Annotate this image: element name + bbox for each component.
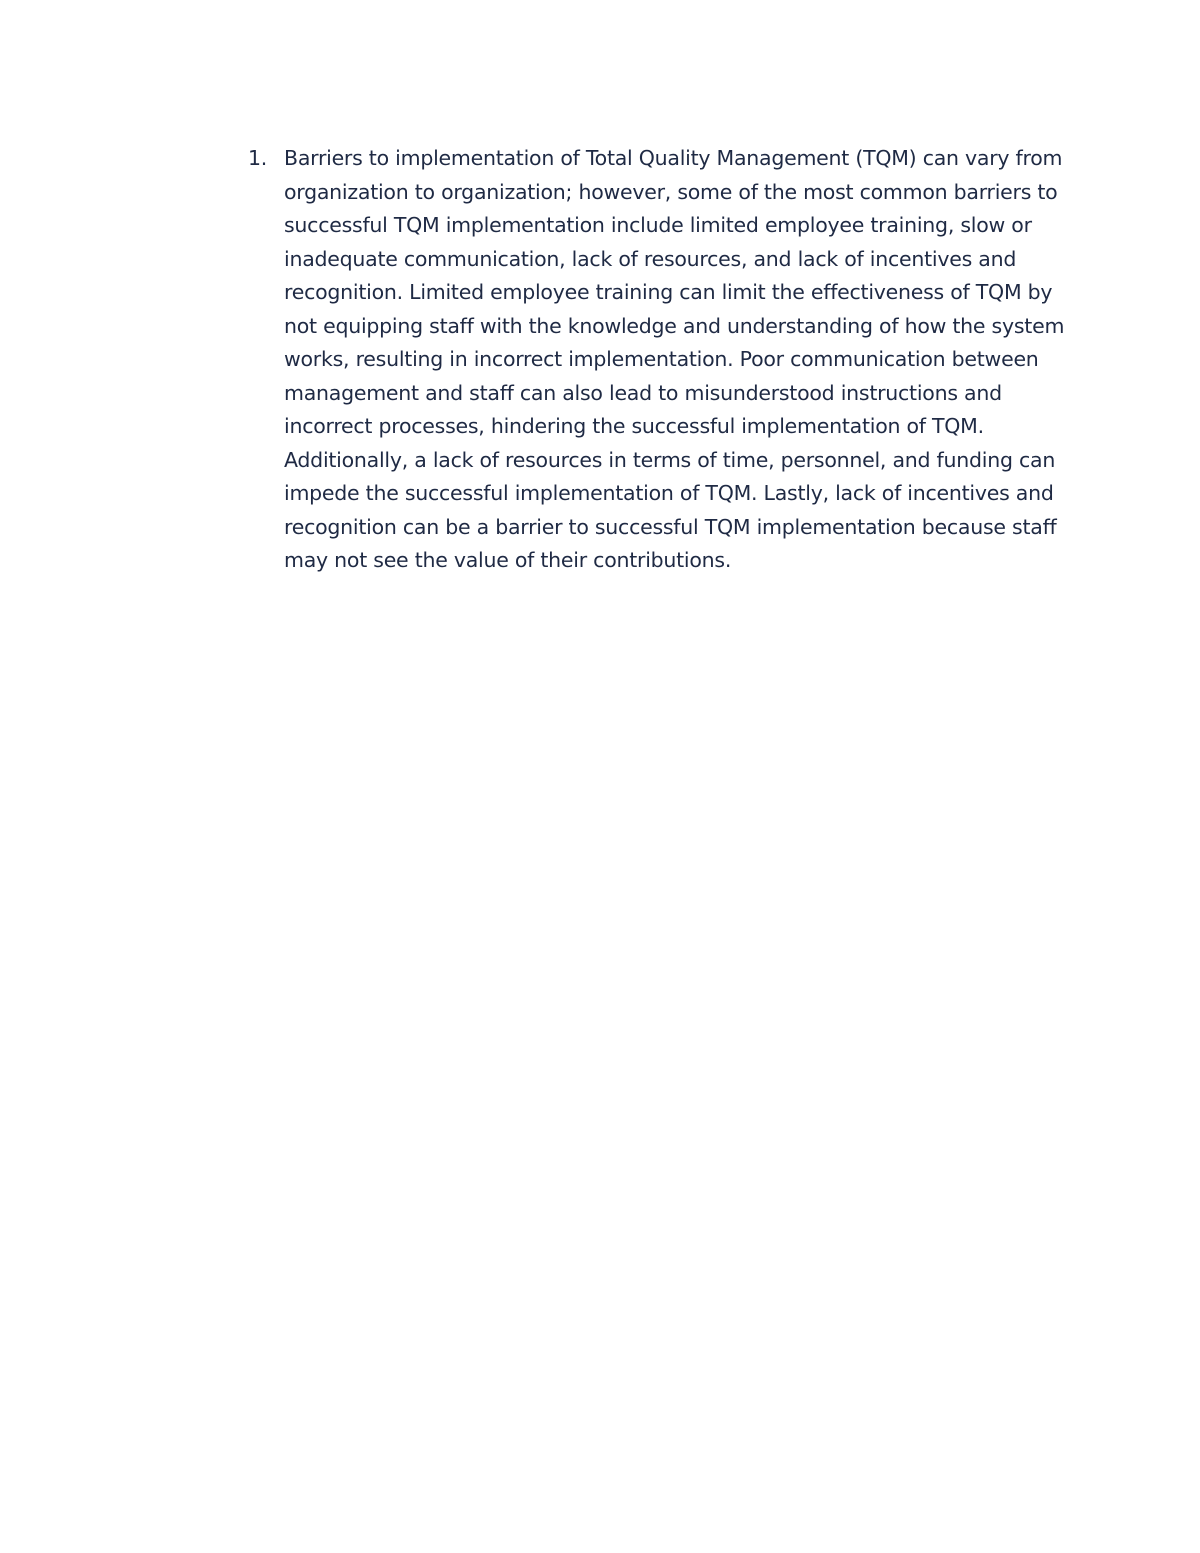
list-item xyxy=(238,142,1068,578)
list-item-number: 1. xyxy=(248,146,268,170)
list-item-paragraph: Barriers to implementation of Total Quality Management (TQM) can vary from organization to organization; however, some of the most common barriers to successful TQM implementation include limited employee training, slow or inadequate communication, lack of resources, and lack of incentives and recognition. Limited employee training can limit the effectiveness of TQM by not equipping staff with the knowledge and understanding of how the system works, resulting in incorrect implementation. Poor communication between management and staff can also lead to misunderstood instructions and incorrect processes, hindering the successful implementation of TQM. Additionally, a lack of resources in terms of time, personnel, and funding can impede the successful implementation of TQM. Lastly, lack of incentives and recognition can be a barrier to successful TQM implementation because staff may not see the value of their contributions. xyxy=(284,146,1065,572)
numbered-list xyxy=(238,142,1068,578)
